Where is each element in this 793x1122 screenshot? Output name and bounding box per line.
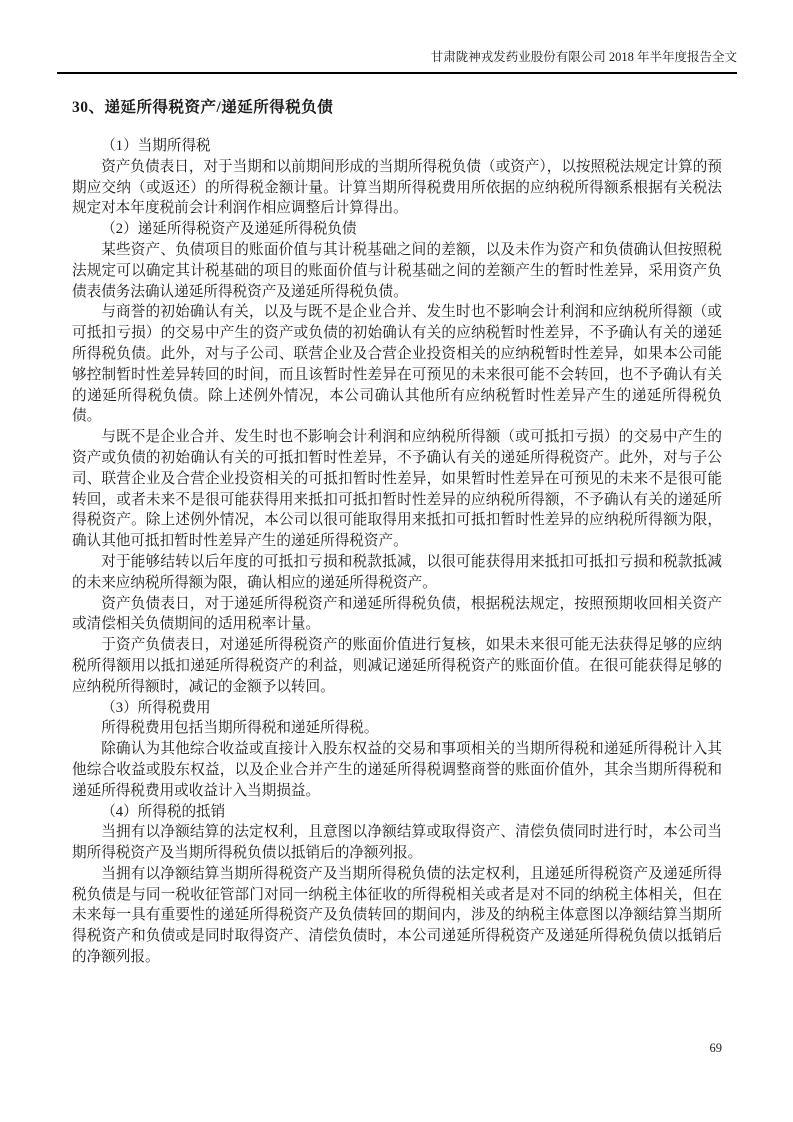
subheading-income-tax-expense: （3）所得税费用 — [101, 699, 211, 716]
report-header: 甘肃陇神戎发药业股份有限公司 2018 年半年度报告全文 — [430, 50, 737, 64]
paragraph: 除确认为其他综合收益或直接计入股东权益的交易和事项相关的当期所得税和递延所得税计入其他综合收益或股东权益，以及企业合并产生的递延所得税调整商誉的账面价值外，其余当期所得税和递延所得税费用或收益计入当期损益。 — [72, 741, 722, 799]
section-title: 30、递延所得税资产/递延所得税负债 — [72, 99, 334, 116]
subheading-income-tax-offset: （4）所得税的抵销 — [101, 803, 226, 820]
paragraph: 某些资产、负债项目的账面价值与其计税基础之间的差额，以及未作为资产和负债确认但按照税法规定可以确定其计税基础的项目的账面价值与计税基础之间的差额产生的暂时性差异，采用资产负债表债务法确认递延所得税资产及递延所得税负债。 — [72, 241, 722, 300]
header-rule — [57, 72, 737, 74]
subheading-deferred-tax-assets-liabilities: （2）递延所得税资产及递延所得税负债 — [101, 221, 357, 238]
paragraph: 与商誉的初始确认有关，以及与既不是企业合并、发生时也不影响会计利润和应纳税所得额（或可抵扣亏损）的交易中产生的资产或负债的初始确认有关的应纳税暂时性差异，不予确认有关的递延所得税负债。此外，对与子公司、联营企业及合营企业投资相关的应纳税暂时性差异，如果本公司能够控制暂时性差异转回的时间，而且该暂时性差异在可预见的未来很可能不会转回，也不予确认有关的递延所得税负债。除上述例外情况，本公司确认其他所有应纳税暂时性差异产生的递延所得税负债。 — [72, 304, 722, 425]
paragraph: 当拥有以净额结算当期所得税资产及当期所得税负债的法定权利，且递延所得税资产及递延所得税负债是与同一税收征管部门对同一纳税主体征收的所得税相关或者是对不同的纳税主体相关，但在未来每一具有重要性的递延所得税资产及负债转回的期间内，涉及的纳税主体意图以净额结算当期所得税资产和负债或是同时取得资产、清偿负债时，本公司递延所得税资产及递延所得税负债以抵销后的净额列报。 — [72, 865, 722, 966]
subheading-current-income-tax: （1）当期所得税 — [101, 138, 211, 154]
paragraph: 对于能够结转以后年度的可抵扣亏损和税款抵减，以很可能获得用来抵扣可抵扣亏损和税款抵减的未来应纳税所得额为限，确认相应的递延所得税资产。 — [72, 553, 722, 591]
page-number: 69 — [709, 1041, 722, 1055]
paragraph: 与既不是企业合并、发生时也不影响会计利润和应纳税所得额（或可抵扣亏损）的交易中产生的资产或负债的初始确认有关的可抵扣暂时性差异，不予确认有关的递延所得税资产。此外，对与子公司、联营企业及合营企业投资相关的可抵扣暂时性差异，如果暂时性差异在可预见的未来不是很可能转回，或者未来不是很可能获得用来抵扣可抵扣暂时性差异的应纳税所得额，不予确认有关的递延所得税资产。除上述例外情况，本公司以很可能取得用来抵扣可抵扣暂时性差异的应纳税所得额为限，确认其他可抵扣暂时性差异产生的递延所得税资产。 — [72, 429, 722, 550]
paragraph: 当拥有以净额结算的法定权利，且意图以净额结算或取得资产、清偿负债同时进行时，本公司当期所得税资产及当期所得税负债以抵销后的净额列报。 — [72, 824, 722, 862]
paragraph: 资产负债表日，对于递延所得税资产和递延所得税负债，根据税法规定，按照预期收回相关资产或清偿相关负债期间的适用税率计量。 — [72, 595, 722, 633]
document-body — [72, 97, 722, 968]
paragraph: 所得税费用包括当期所得税和递延所得税。 — [101, 720, 379, 737]
paragraph: 于资产负债表日，对递延所得税资产的账面价值进行复核，如果未来很可能无法获得足够的应纳税所得额用以抵扣递延所得税资产的利益，则减记递延所得税资产的账面价值。在很可能获得足够的应纳税所得额时，减记的金额予以转回。 — [72, 637, 722, 695]
paragraph: 资产负债表日，对于当期和以前期间形成的当期所得税负债（或资产），以按照税法规定计算的预期应交纳（或返还）的所得税金额计量。计算当期所得税费用所依据的应纳税所得额系根据有关税法规定对本年度税前会计利润作相应调整后计算得出。 — [72, 158, 722, 217]
